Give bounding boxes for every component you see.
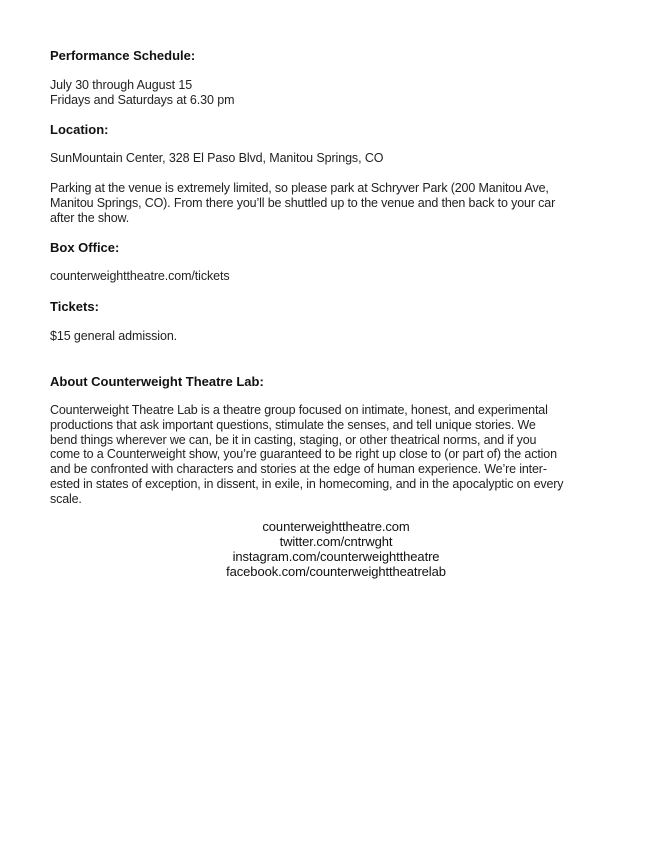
about-line: come to a Counterweight show, you’re guaranteed to be right up close to (or part of) the action — [50, 447, 557, 462]
tickets-price: $15 general admission. — [50, 329, 178, 343]
parking-paragraph — [50, 181, 626, 225]
location-address: SunMountain Center, 328 El Paso Blvd, Manitou Springs, CO — [50, 151, 384, 165]
schedule-heading: Performance Schedule: — [50, 48, 196, 63]
tickets-heading: Tickets: — [50, 299, 99, 314]
box-office-heading: Box Office: — [50, 240, 120, 255]
about-line: and be confronted with characters and stories at the edge of human experience. We’re inter- — [50, 462, 547, 477]
schedule-dates: July 30 through August 15 — [50, 78, 193, 92]
twitter-link[interactable]: twitter.com/cntrwght — [279, 534, 393, 549]
box-office-url: counterweighttheatre.com/tickets — [50, 269, 230, 283]
about-paragraph — [50, 403, 626, 507]
website-link[interactable]: counterweighttheatre.com — [262, 519, 410, 534]
about-line: ested in states of exception, in dissent, in exile, in homecoming, and in the apocalyptic on every — [50, 476, 564, 491]
about-heading: About Counterweight Theatre Lab: — [50, 374, 264, 389]
facebook-link[interactable]: facebook.com/counterweighttheatrelab — [226, 564, 446, 579]
about-line: bend things wherever we can, be it in casting, staging, or other theatrical norms, and if you — [50, 432, 537, 447]
location-heading: Location: — [50, 122, 109, 137]
about-line: productions that ask important questions, stimulate the senses, and tell unique stories. We — [50, 417, 536, 432]
about-line: scale. — [50, 491, 82, 506]
about-line: Counterweight Theatre Lab is a theatre group focused on intimate, honest, and experimental — [50, 403, 548, 417]
parking-line: Manitou Springs, CO). From there you’ll be shuttled up to the venue and then back to your car — [50, 195, 556, 210]
links-block — [0, 519, 672, 579]
schedule-times: Fridays and Saturdays at 6.30 pm — [50, 93, 235, 107]
parking-line: after the show. — [50, 210, 130, 225]
parking-line: Parking at the venue is extremely limited, so please park at Schryver Park (200 Manitou Ave, — [50, 181, 549, 195]
instagram-link[interactable]: instagram.com/counterweighttheatre — [232, 549, 440, 564]
